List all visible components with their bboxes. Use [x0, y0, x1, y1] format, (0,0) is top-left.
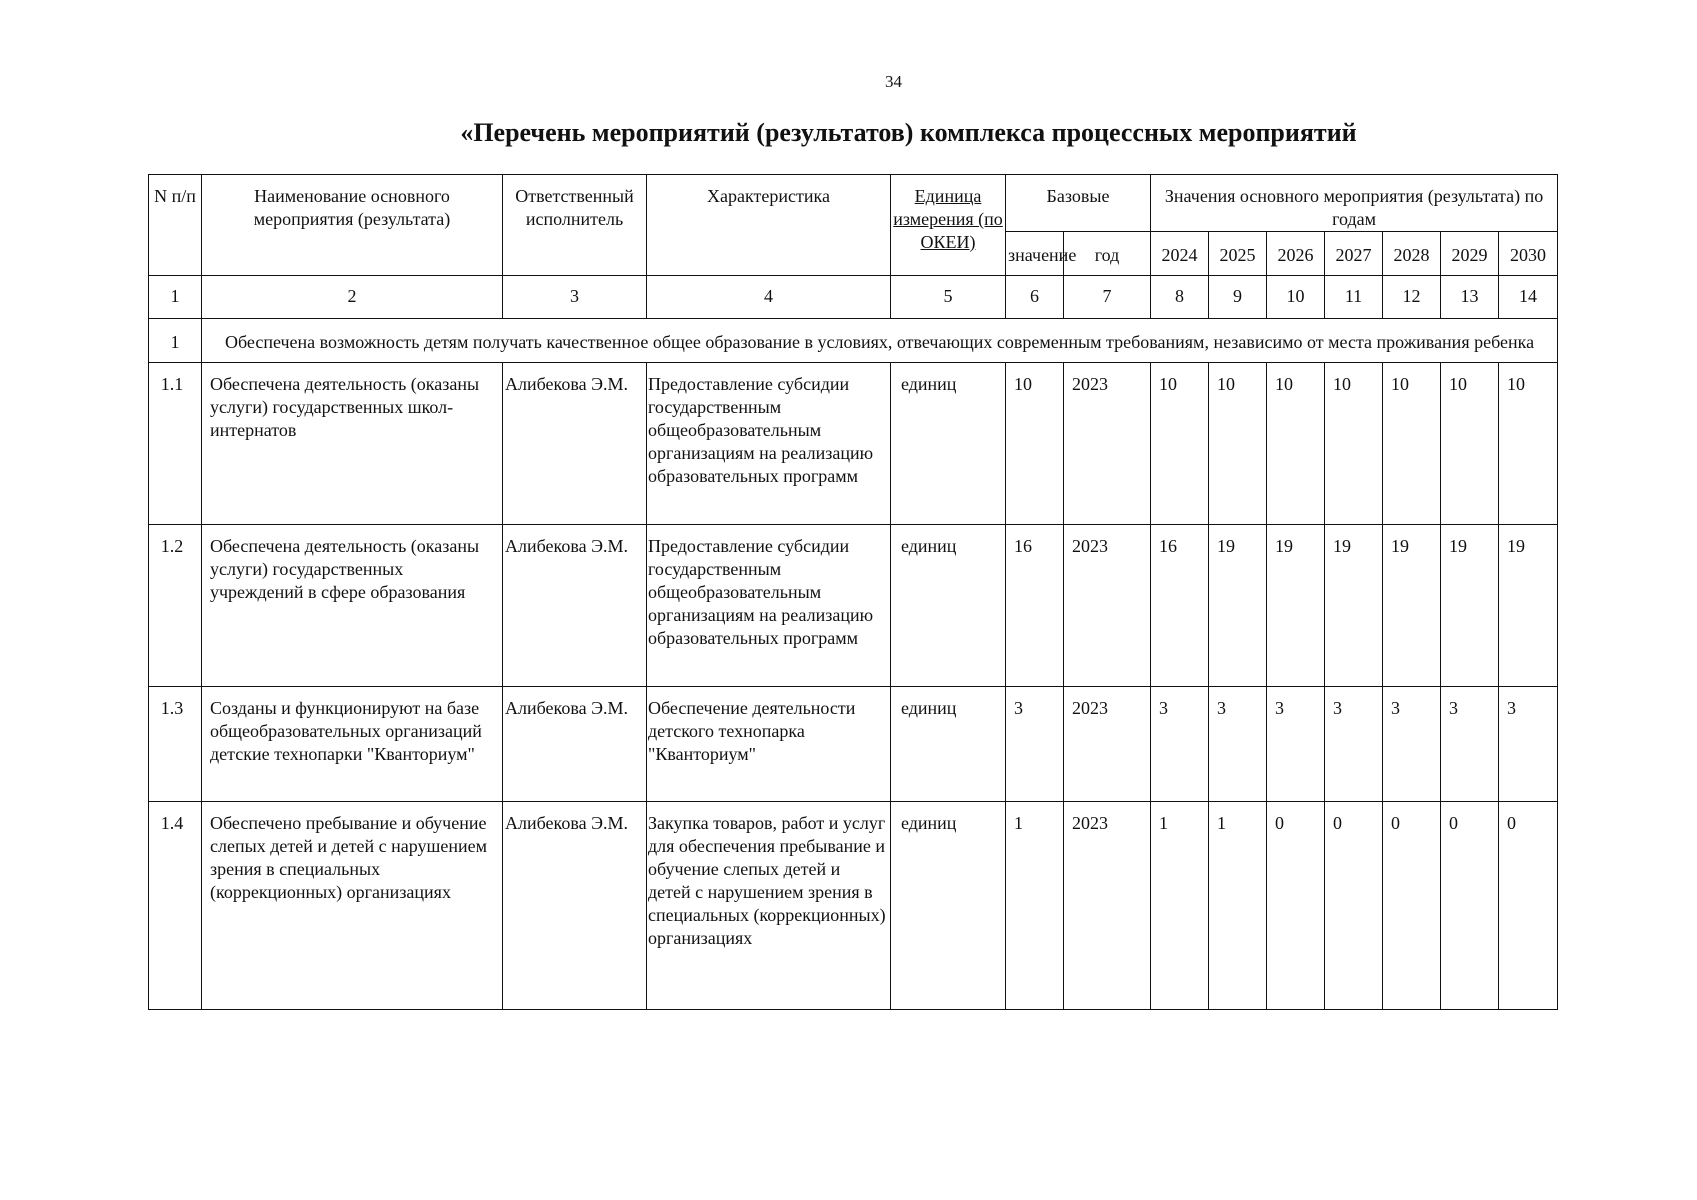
- row-year-value: 19: [1383, 525, 1441, 687]
- row-base-value: 1: [1006, 802, 1064, 1010]
- row-characteristic: Предоставление субсидии государственным общеобразовательным организациям на реализацию образовательных программ: [647, 525, 891, 687]
- column-number: 4: [647, 276, 891, 319]
- row-year-value: 10: [1151, 363, 1209, 525]
- table-row: [149, 525, 1558, 687]
- header-year: 2026: [1267, 232, 1325, 276]
- row-year-value: 0: [1383, 802, 1441, 1010]
- row-unit: единиц: [891, 525, 1006, 687]
- row-year-value: 3: [1383, 687, 1441, 802]
- row-number: 1.2: [149, 525, 202, 687]
- row-year-value: 10: [1383, 363, 1441, 525]
- row-year-value: 19: [1209, 525, 1267, 687]
- row-year-value: 3: [1151, 687, 1209, 802]
- header-year: 2030: [1499, 232, 1558, 276]
- row-number: 1.1: [149, 363, 202, 525]
- section-row: [149, 319, 1558, 363]
- header-base-value: значение: [1006, 232, 1064, 276]
- row-name: Обеспечено пребывание и обучение слепых детей и детей с нарушением зрения в специальных (коррекционных) организациях: [202, 802, 503, 1010]
- table-row: [149, 363, 1558, 525]
- row-responsible: Алибекова Э.М.: [503, 802, 647, 1010]
- header-year: 2025: [1209, 232, 1267, 276]
- header-name: Наименование основного мероприятия (результата): [202, 175, 503, 276]
- column-number: 12: [1383, 276, 1441, 319]
- document-title: «Перечень мероприятий (результатов) комплекса процессных мероприятий: [460, 118, 1357, 147]
- header-unit: Единица измерения (по ОКЕИ): [891, 175, 1006, 276]
- header-year: 2024: [1151, 232, 1209, 276]
- row-characteristic: Закупка товаров, работ и услуг для обеспечения пребывание и обучение слепых детей и детей с нарушением зрения в специальных (коррекционных) организациях: [647, 802, 891, 1010]
- row-name: Созданы и функционируют на базе общеобразовательных организаций детские технопарки "Кванториум": [202, 687, 503, 802]
- row-responsible: Алибекова Э.М.: [503, 687, 647, 802]
- row-year-value: 19: [1267, 525, 1325, 687]
- row-year-value: 10: [1267, 363, 1325, 525]
- row-number: 1.4: [149, 802, 202, 1010]
- measures-table: [148, 174, 1558, 1010]
- section-number: 1: [149, 319, 202, 363]
- row-responsible: Алибекова Э.М.: [503, 525, 647, 687]
- row-characteristic: Обеспечение деятельности детского технопарка "Кванториум": [647, 687, 891, 802]
- row-year-value: 3: [1267, 687, 1325, 802]
- row-year-value: 10: [1325, 363, 1383, 525]
- row-name: Обеспечена деятельность (оказаны услуги) государственных школ-интернатов: [202, 363, 503, 525]
- column-number: 14: [1499, 276, 1558, 319]
- row-unit: единиц: [891, 363, 1006, 525]
- row-year-value: 10: [1441, 363, 1499, 525]
- row-number: 1.3: [149, 687, 202, 802]
- row-year-value: 10: [1499, 363, 1558, 525]
- row-base-year: 2023: [1064, 363, 1151, 525]
- row-unit: единиц: [891, 687, 1006, 802]
- table-row: [149, 687, 1558, 802]
- row-name: Обеспечена деятельность (оказаны услуги) государственных учреждений в сфере образования: [202, 525, 503, 687]
- header-year: 2028: [1383, 232, 1441, 276]
- row-year-value: 3: [1209, 687, 1267, 802]
- header-year: 2029: [1441, 232, 1499, 276]
- section-title: Обеспечена возможность детям получать качественное общее образование в условиях, отвечающих современным требованиям, независимо от места проживания ребенка: [202, 319, 1558, 363]
- row-base-value: 16: [1006, 525, 1064, 687]
- column-number: 8: [1151, 276, 1209, 319]
- row-year-value: 0: [1499, 802, 1558, 1010]
- row-year-value: 0: [1441, 802, 1499, 1010]
- column-number: 1: [149, 276, 202, 319]
- row-base-value: 3: [1006, 687, 1064, 802]
- row-year-value: 1: [1209, 802, 1267, 1010]
- column-number-row: [149, 276, 1558, 319]
- header-characteristic: Характеристика: [647, 175, 891, 276]
- row-year-value: 19: [1441, 525, 1499, 687]
- column-number: 13: [1441, 276, 1499, 319]
- row-year-value: 3: [1441, 687, 1499, 802]
- column-number: 10: [1267, 276, 1325, 319]
- header-base-year: год: [1064, 232, 1151, 276]
- row-base-year: 2023: [1064, 525, 1151, 687]
- row-unit: единиц: [891, 802, 1006, 1010]
- column-number: 3: [503, 276, 647, 319]
- row-year-value: 16: [1151, 525, 1209, 687]
- column-number: 9: [1209, 276, 1267, 319]
- row-year-value: 19: [1499, 525, 1558, 687]
- column-number: 6: [1006, 276, 1064, 319]
- column-number: 5: [891, 276, 1006, 319]
- header-num: N п/п: [149, 175, 202, 276]
- row-year-value: 0: [1325, 802, 1383, 1010]
- row-year-value: 0: [1267, 802, 1325, 1010]
- column-number: 7: [1064, 276, 1151, 319]
- column-number: 11: [1325, 276, 1383, 319]
- row-base-value: 10: [1006, 363, 1064, 525]
- header-base: Базовые: [1006, 175, 1151, 232]
- header-responsible: Ответственный исполнитель: [503, 175, 647, 276]
- row-characteristic: Предоставление субсидии государственным общеобразовательным организациям на реализацию образовательных программ: [647, 363, 891, 525]
- row-year-value: 19: [1325, 525, 1383, 687]
- row-year-value: 3: [1499, 687, 1558, 802]
- header-row: [149, 175, 1558, 232]
- header-year: 2027: [1325, 232, 1383, 276]
- header-values-by-year: Значения основного мероприятия (результата) по годам: [1151, 175, 1558, 232]
- row-year-value: 10: [1209, 363, 1267, 525]
- page-number: 34: [885, 72, 902, 91]
- row-base-year: 2023: [1064, 687, 1151, 802]
- column-number: 2: [202, 276, 503, 319]
- row-responsible: Алибекова Э.М.: [503, 363, 647, 525]
- row-year-value: 1: [1151, 802, 1209, 1010]
- table-row: [149, 802, 1558, 1010]
- row-base-year: 2023: [1064, 802, 1151, 1010]
- row-year-value: 3: [1325, 687, 1383, 802]
